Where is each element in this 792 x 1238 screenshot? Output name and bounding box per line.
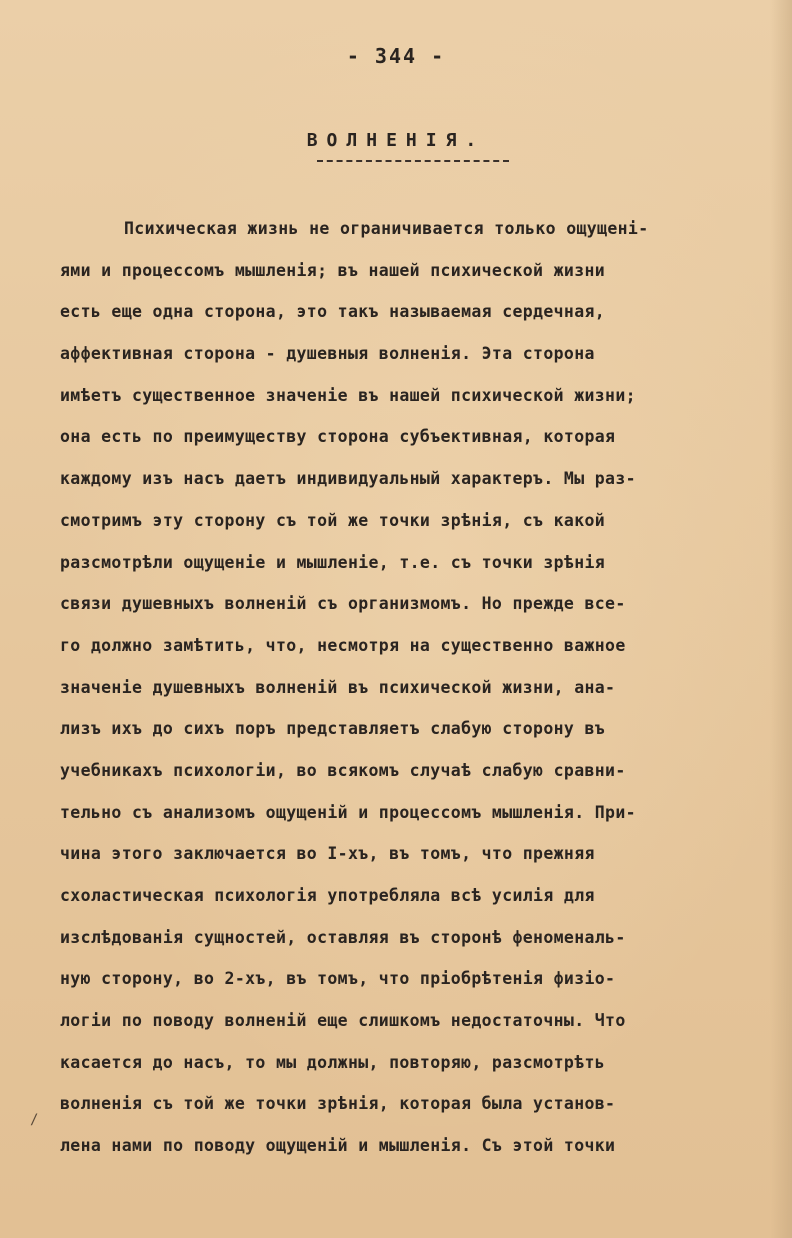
text-line: смотримъ эту сторону съ той же точки зрѣнія, съ какой	[60, 510, 606, 530]
page-number: - 344 -	[346, 44, 446, 68]
text-line: имѣетъ существенное значеніе въ нашей психической жизни;	[60, 385, 636, 405]
text-line: лена нами по поводу ощущеній и мышленія. Съ этой точки	[60, 1136, 616, 1156]
text-line: разсмотрѣли ощущеніе и мышленіе, т.е. съ точки зрѣнія	[60, 552, 606, 572]
text-line: ную сторону, во 2-хъ, въ томъ, что пріобрѣтенія физіо-	[60, 969, 616, 989]
text-line: аффективная сторона - душевныя волненія. Эта сторона	[60, 344, 595, 364]
text-line: го должно замѣтить, что, несмотря на существенно важное	[60, 635, 626, 655]
text-line: ями и процессомъ мышленія; въ нашей психической жизни	[60, 260, 606, 280]
text-line: лизъ ихъ до сихъ поръ представляетъ слабую сторону въ	[60, 719, 606, 739]
margin-mark: /	[30, 1112, 39, 1128]
text-line: логіи по поводу волненій еще слишкомъ недостаточны. Что	[60, 1011, 626, 1031]
page-edge-shadow	[770, 0, 792, 1238]
title-underline	[317, 160, 509, 162]
text-line: схоластическая психологія употребляла всѣ усилія для	[60, 886, 595, 905]
text-line: тельно съ анализомъ ощущеній и процессомъ мышленія. При-	[60, 802, 636, 822]
text-line: изслѣдованія сущностей, оставляя въ сторонѣ феноменаль-	[60, 927, 626, 947]
text-line: она есть по преимуществу сторона субъективная, которая	[60, 427, 616, 447]
text-line: волненія съ той же точки зрѣнія, которая была установ-	[60, 1094, 616, 1114]
text-line: учебникахъ психологіи, во всякомъ случаѣ слабую сравни-	[60, 760, 626, 780]
text-line: касается до насъ, то мы должны, повторяю, разсмотрѣть	[60, 1052, 606, 1072]
text-line: есть еще одна сторона, это такъ называемая сердечная,	[60, 302, 606, 322]
body-text	[60, 208, 772, 1167]
section-title: ВОЛНЕНІЯ.	[306, 130, 486, 151]
text-line: чина этого заключается во I-хъ, въ томъ, что прежняя	[60, 844, 595, 864]
text-line: связи душевныхъ волненій съ организмомъ. Но прежде все-	[60, 594, 626, 614]
text-line: значеніе душевныхъ волненій въ психической жизни, ана-	[60, 677, 616, 697]
text-line: Психическая жизнь не ограничивается только ощущені-	[124, 219, 649, 238]
text-line: каждому изъ насъ даетъ индивидуальный характеръ. Мы раз-	[60, 469, 636, 489]
